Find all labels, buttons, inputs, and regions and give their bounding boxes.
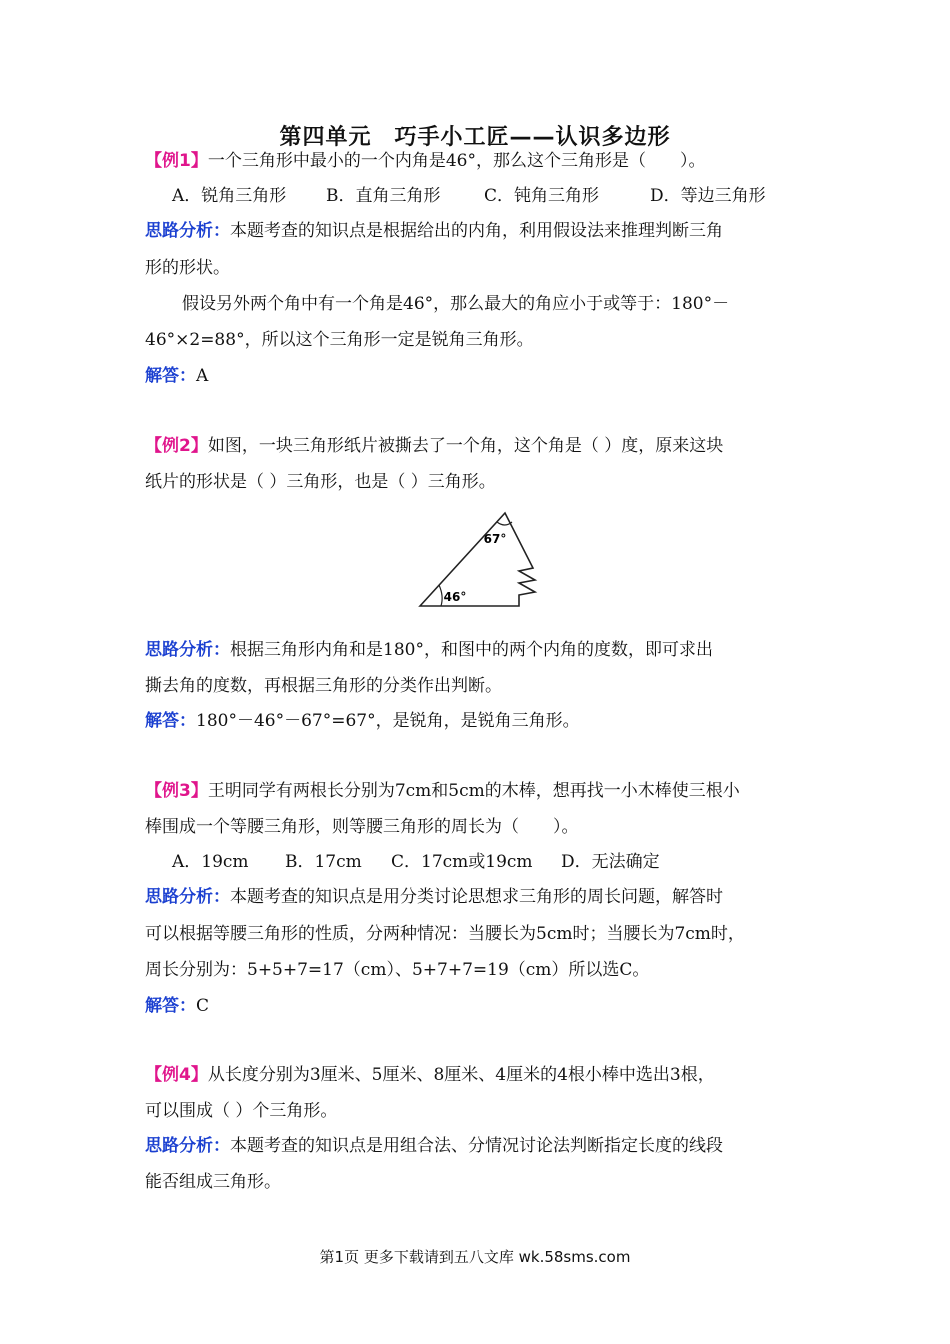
ex3-analysis-label: 思路分析： [145, 887, 230, 907]
ex2-answer-line [145, 709, 825, 733]
ex3-analysis-line1 [145, 885, 825, 909]
ex4-analysis-text2: 能否组成三角形。 [145, 1172, 281, 1192]
ex4-question1: 从长度分别为3厘米、5厘米、8厘米、4厘米的4根小棒中选出3根， [207, 1065, 715, 1085]
ex3-option-b: B．17cm [285, 852, 362, 872]
ex1-option-a: A．锐角三角形 [172, 186, 287, 206]
ex3-options [172, 850, 852, 874]
ex1-option-b: B．直角三角形 [326, 186, 441, 206]
ex3-question1: 王明同学有两根长分别为7cm和5cm的木棒，想再找一小木棒使三根小 [207, 781, 740, 801]
ex2-question-line1 [145, 434, 825, 458]
ex3-analysis-text2: 可以根据等腰三角形的性质，分两种情况：当腰长为5cm时；当腰长为7cm时， [145, 924, 745, 944]
ex3-question-line1 [145, 779, 825, 803]
ex4-tag: 【例4】 [145, 1065, 208, 1085]
ex1-option-c: C．钝角三角形 [484, 186, 600, 206]
ex1-analysis-text2: 形的形状。 [145, 258, 230, 278]
ex3-answer-line [145, 994, 825, 1018]
ex4-analysis-line1 [145, 1134, 825, 1158]
bottom-angle-label: 46° [443, 590, 467, 604]
top-angle-label: 67° [483, 532, 507, 546]
ex1-options [172, 184, 852, 208]
ex1-answer: A [196, 366, 209, 386]
ex1-option-d: D．等边三角形 [650, 186, 766, 206]
ex2-answer: 180°－46°－67°=67°，是锐角，是锐角三角形。 [196, 711, 580, 731]
ex1-analysis-line1 [145, 219, 825, 243]
torn-triangle-figure [415, 508, 545, 618]
ex1-answer-line [145, 364, 825, 388]
ex1-tag: 【例1】 [145, 151, 208, 171]
ex1-analysis-text4: 46°×2=88°，所以这个三角形一定是锐角三角形。 [145, 330, 534, 350]
ex4-question-line2: 可以围成（ ）个三角形。 [145, 1101, 338, 1121]
ex3-option-d: D．无法确定 [561, 852, 660, 872]
ex3-option-a: A．19cm [172, 852, 249, 872]
ex2-question-line2: 纸片的形状是（ ）三角形，也是（ ）三角形。 [145, 472, 496, 492]
ex1-question: 一个三角形中最小的一个内角是46°，那么这个三角形是（ ）。 [207, 151, 706, 171]
ex3-answer: C [196, 996, 210, 1016]
ex1-question-line [145, 149, 825, 173]
ex2-question1: 如图，一块三角形纸片被撕去了一个角，这个角是（ ）度，原来这块 [207, 436, 724, 456]
ex1-answer-label: 解答： [145, 366, 196, 386]
ex4-question-line1 [145, 1063, 825, 1087]
torn-triangle-outline [420, 513, 535, 606]
ex3-answer-label: 解答： [145, 996, 196, 1016]
ex3-tag: 【例3】 [145, 781, 208, 801]
ex4-analysis-text1: 本题考查的知识点是用组合法、分情况讨论法判断指定长度的线段 [230, 1136, 723, 1156]
ex1-analysis-label: 思路分析： [145, 221, 230, 241]
ex1-analysis-text1: 本题考查的知识点是根据给出的内角，利用假设法来推理判断三角 [230, 221, 723, 241]
ex3-analysis-text1: 本题考查的知识点是用分类讨论思想求三角形的周长问题，解答时 [230, 887, 723, 907]
ex2-analysis-text2: 撕去角的度数，再根据三角形的分类作出判断。 [145, 676, 502, 696]
ex2-analysis-text1: 根据三角形内角和是180°，和图中的两个内角的度数，即可求出 [230, 640, 713, 660]
page-footer: 第1页 更多下载请到五八文库 wk.58sms.com [319, 1248, 631, 1266]
ex2-tag: 【例2】 [145, 436, 208, 456]
ex4-analysis-label: 思路分析： [145, 1136, 230, 1156]
ex1-analysis-text3: 假设另外两个角中有一个角是46°，那么最大的角应小于或等于：180°－ [182, 294, 730, 314]
page-title: 第四单元 巧手小工匠——认识多边形 [279, 125, 671, 150]
ex2-analysis-line1 [145, 638, 825, 662]
ex3-analysis-text3: 周长分别为：5+5+7=17（cm）、5+7+7=19（cm）所以选C。 [145, 960, 650, 980]
ex2-analysis-label: 思路分析： [145, 640, 230, 660]
ex3-question-line2: 棒围成一个等腰三角形，则等腰三角形的周长为（ ）。 [145, 817, 579, 837]
bottom-angle-arc [439, 585, 442, 606]
ex2-answer-label: 解答： [145, 711, 196, 731]
ex3-option-c: C．17cm或19cm [391, 852, 533, 872]
